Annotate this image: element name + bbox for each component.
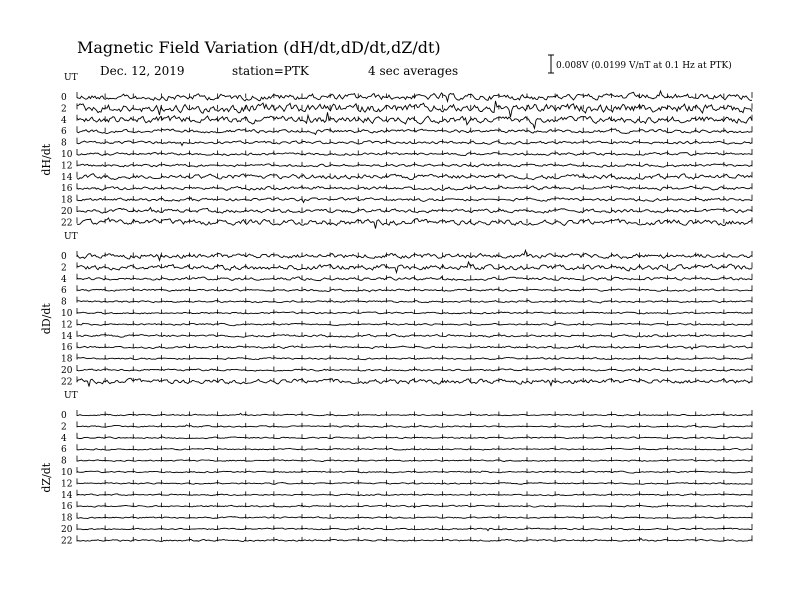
hour-label: 8 — [61, 138, 67, 149]
hour-label: 18 — [61, 195, 73, 206]
hour-label: 18 — [61, 513, 73, 524]
panel-ylabel: dH/dt — [40, 143, 53, 176]
ut-axis-label: UT — [64, 391, 78, 401]
hour-label: 0 — [61, 411, 67, 421]
hour-label: 12 — [61, 320, 73, 331]
averaging-label: 4 sec averages — [368, 64, 459, 78]
hour-label: 10 — [61, 309, 73, 319]
hour-label: 16 — [61, 502, 73, 513]
hour-label: 8 — [61, 297, 67, 308]
date-label: Dec. 12, 2019 — [100, 64, 185, 78]
ut-axis-label: UT — [64, 232, 78, 242]
hour-label: 12 — [61, 161, 73, 172]
chart-title: Magnetic Field Variation (dH/dt,dD/dt,dZ/dt) — [77, 38, 441, 57]
panel-ylabel: dZ/dt — [40, 462, 53, 493]
hour-label: 0 — [61, 93, 67, 103]
hour-label: 2 — [61, 263, 67, 274]
hour-label: 6 — [61, 127, 67, 138]
hour-label: 14 — [61, 172, 73, 183]
hour-label: 16 — [61, 184, 73, 195]
station-label: station=PTK — [232, 64, 309, 78]
hour-label: 14 — [61, 490, 73, 501]
hour-label: 6 — [61, 286, 67, 297]
scale-note: 0.008V (0.0199 V/nT at 0.1 Hz at PTK) — [556, 61, 732, 71]
hour-label: 20 — [61, 207, 73, 217]
hour-label: 4 — [61, 433, 67, 444]
hour-label: 4 — [61, 115, 67, 126]
hour-label: 4 — [61, 274, 67, 285]
hour-label: 16 — [61, 343, 73, 354]
hour-label: 10 — [61, 468, 73, 478]
hour-label: 22 — [61, 377, 73, 388]
hour-label: 20 — [61, 366, 73, 376]
hour-label: 10 — [61, 150, 73, 160]
hour-label: 20 — [61, 525, 73, 535]
hour-label: 18 — [61, 354, 73, 365]
panel-ylabel: dD/dt — [40, 303, 53, 335]
hour-label: 2 — [61, 422, 67, 433]
ut-axis-label: UT — [64, 73, 78, 83]
hour-label: 14 — [61, 331, 73, 342]
hour-label: 8 — [61, 456, 67, 467]
hour-label: 22 — [61, 536, 73, 547]
hour-label: 0 — [61, 252, 67, 262]
hour-label: 6 — [61, 445, 67, 456]
hour-label: 12 — [61, 479, 73, 490]
hour-label: 2 — [61, 104, 67, 115]
hour-label: 22 — [61, 218, 73, 229]
